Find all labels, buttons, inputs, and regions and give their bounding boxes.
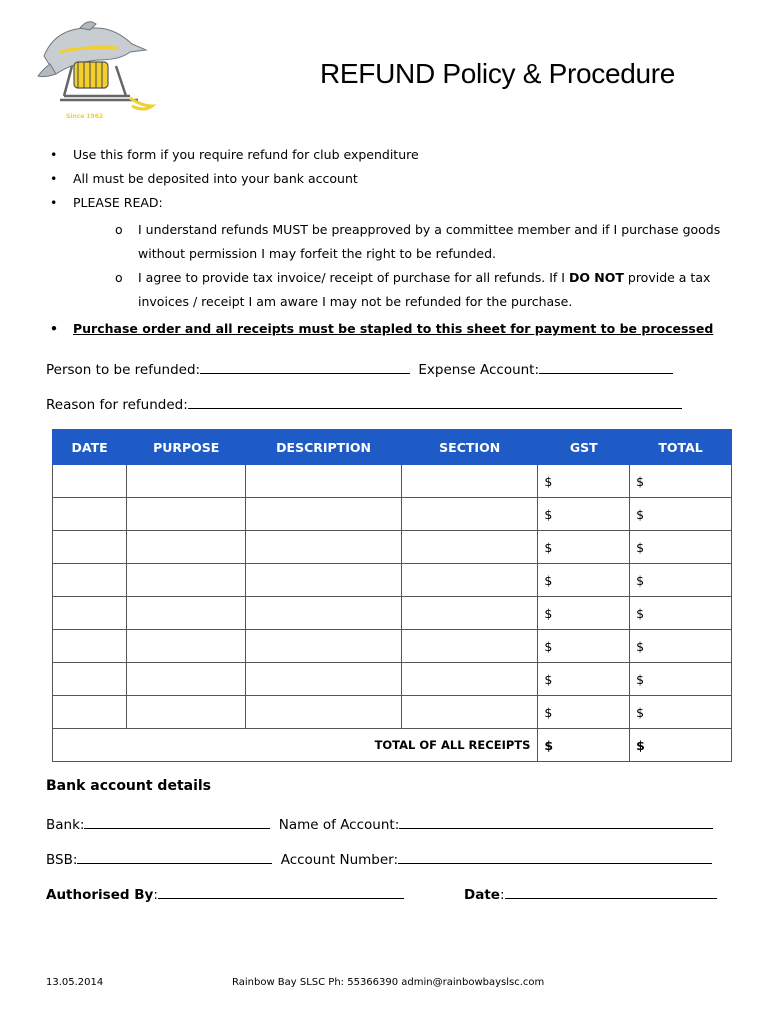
- cell-total[interactable]: $: [630, 564, 732, 597]
- cell-purpose[interactable]: [127, 597, 246, 630]
- sub-bullet-item: o I understand refunds MUST be preapproved by a committee member and if I purchase goods without permission I may forfeit the right to be refunded.: [50, 218, 740, 266]
- footer-date: 13.05.2014: [46, 977, 104, 988]
- cell-description[interactable]: [246, 597, 402, 630]
- logo-since-text: Since 1962: [66, 113, 104, 120]
- cell-date[interactable]: [53, 465, 127, 498]
- bullet-item: • Use this form if you require refund for club expenditure: [50, 146, 740, 164]
- cell-description[interactable]: [246, 531, 402, 564]
- cell-date[interactable]: [53, 630, 127, 663]
- cell-gst[interactable]: $: [538, 696, 630, 729]
- expense-label: Expense Account:: [418, 362, 540, 378]
- header-purpose: PURPOSE: [127, 430, 246, 465]
- table-row: [53, 663, 732, 696]
- bank-field-row: [46, 814, 713, 833]
- sub-bullet-item: [50, 266, 740, 314]
- cell-gst[interactable]: $: [538, 564, 630, 597]
- bank-input-line[interactable]: [84, 814, 270, 829]
- total-row: [53, 729, 732, 762]
- expense-input-line[interactable]: [539, 359, 673, 374]
- cell-date[interactable]: [53, 696, 127, 729]
- cell-gst[interactable]: $: [538, 597, 630, 630]
- person-field: [46, 359, 673, 378]
- bank-details-heading: Bank account details: [46, 778, 212, 794]
- table-row: [53, 564, 732, 597]
- cell-date[interactable]: [53, 498, 127, 531]
- cell-gst[interactable]: $: [538, 630, 630, 663]
- cell-section[interactable]: [401, 465, 537, 498]
- authorised-label: Authorised By: [46, 887, 154, 903]
- cell-date[interactable]: [53, 531, 127, 564]
- bsb-label: BSB:: [46, 852, 78, 868]
- cell-gst[interactable]: $: [538, 663, 630, 696]
- receipts-table: [52, 429, 732, 762]
- cell-total[interactable]: $: [630, 597, 732, 630]
- account-number-input-line[interactable]: [398, 849, 712, 864]
- authorised-field: [46, 884, 404, 903]
- bsb-field-row: [46, 849, 712, 868]
- bank-label: Bank:: [46, 817, 85, 833]
- bullet-item: • PLEASE READ:: [50, 194, 740, 212]
- account-number-label: Account Number:: [280, 852, 399, 868]
- person-input-line[interactable]: [200, 359, 410, 374]
- sub-bullet-bold: DO NOT: [568, 270, 624, 285]
- reel-icon: [60, 62, 152, 109]
- name-account-input-line[interactable]: [399, 814, 713, 829]
- reason-input-line[interactable]: [188, 394, 682, 409]
- cell-date[interactable]: [53, 564, 127, 597]
- table-row: [53, 597, 732, 630]
- club-logo: [34, 16, 158, 126]
- cell-date[interactable]: [53, 663, 127, 696]
- cell-description[interactable]: [246, 663, 402, 696]
- cell-description[interactable]: [246, 498, 402, 531]
- date-label: Date: [464, 887, 500, 903]
- cell-total[interactable]: $: [630, 696, 732, 729]
- cell-description[interactable]: [246, 696, 402, 729]
- header-total: TOTAL: [630, 430, 732, 465]
- cell-total[interactable]: $: [630, 531, 732, 564]
- cell-section[interactable]: [401, 630, 537, 663]
- cell-description[interactable]: [246, 630, 402, 663]
- table-row: [53, 630, 732, 663]
- person-label: Person to be refunded:: [46, 362, 201, 378]
- cell-gst[interactable]: $: [538, 465, 630, 498]
- bullet-item-important: • Purchase order and all receipts must be stapled to this sheet for payment to be processed: [50, 320, 740, 338]
- bullet-item: • All must be deposited into your bank account: [50, 170, 740, 188]
- cell-total[interactable]: $: [630, 630, 732, 663]
- cell-total[interactable]: $: [630, 663, 732, 696]
- table-header-row: [53, 430, 732, 465]
- cell-section[interactable]: [401, 498, 537, 531]
- date-field: [464, 884, 717, 903]
- authorised-colon: :: [153, 887, 158, 903]
- date-colon: :: [499, 887, 505, 903]
- cell-purpose[interactable]: [127, 498, 246, 531]
- bsb-input-line[interactable]: [77, 849, 272, 864]
- table-row: [53, 531, 732, 564]
- cell-section[interactable]: [401, 663, 537, 696]
- sub-bullet-text: I agree to provide tax invoice/ receipt of purchase for all refunds. If I: [138, 270, 569, 285]
- table-row: [53, 498, 732, 531]
- footer-contact: Rainbow Bay SLSC Ph: 55366390 admin@rainbowbayslsc.com: [232, 977, 545, 988]
- table-body: [53, 465, 732, 762]
- cell-purpose[interactable]: [127, 531, 246, 564]
- page-title: REFUND Policy & Procedure: [320, 58, 676, 89]
- instructions-list: [50, 146, 740, 344]
- header-section: SECTION: [401, 430, 537, 465]
- cell-gst[interactable]: $: [538, 498, 630, 531]
- cell-section[interactable]: [401, 696, 537, 729]
- table-row: [53, 465, 732, 498]
- total-cell-gst[interactable]: $: [538, 729, 630, 762]
- sub-bullet-text: provide a tax invoices / receipt I am aware I may not be refunded for the purchase.: [138, 270, 711, 309]
- cell-date[interactable]: [53, 597, 127, 630]
- cell-section[interactable]: [401, 531, 537, 564]
- cell-description[interactable]: [246, 564, 402, 597]
- cell-gst[interactable]: $: [538, 531, 630, 564]
- cell-total[interactable]: $: [630, 498, 732, 531]
- cell-total[interactable]: $: [630, 465, 732, 498]
- cell-section[interactable]: [401, 564, 537, 597]
- header-date: DATE: [53, 430, 127, 465]
- reason-field: [46, 394, 682, 413]
- cell-section[interactable]: [401, 597, 537, 630]
- cell-description[interactable]: [246, 465, 402, 498]
- name-account-label: Name of Account:: [278, 817, 400, 833]
- cell-purpose[interactable]: [127, 696, 246, 729]
- cell-purpose[interactable]: [127, 663, 246, 696]
- authorised-input-line[interactable]: [158, 884, 404, 899]
- header-gst: GST: [538, 430, 630, 465]
- reason-label: Reason for refunded:: [46, 397, 188, 413]
- table-row: [53, 696, 732, 729]
- cell-purpose[interactable]: [127, 564, 246, 597]
- header-description: DESCRIPTION: [246, 430, 402, 465]
- cell-purpose[interactable]: [127, 465, 246, 498]
- date-input-line[interactable]: [505, 884, 717, 899]
- total-cell-total[interactable]: $: [630, 729, 732, 762]
- total-label: TOTAL OF ALL RECEIPTS: [53, 729, 538, 762]
- cell-purpose[interactable]: [127, 630, 246, 663]
